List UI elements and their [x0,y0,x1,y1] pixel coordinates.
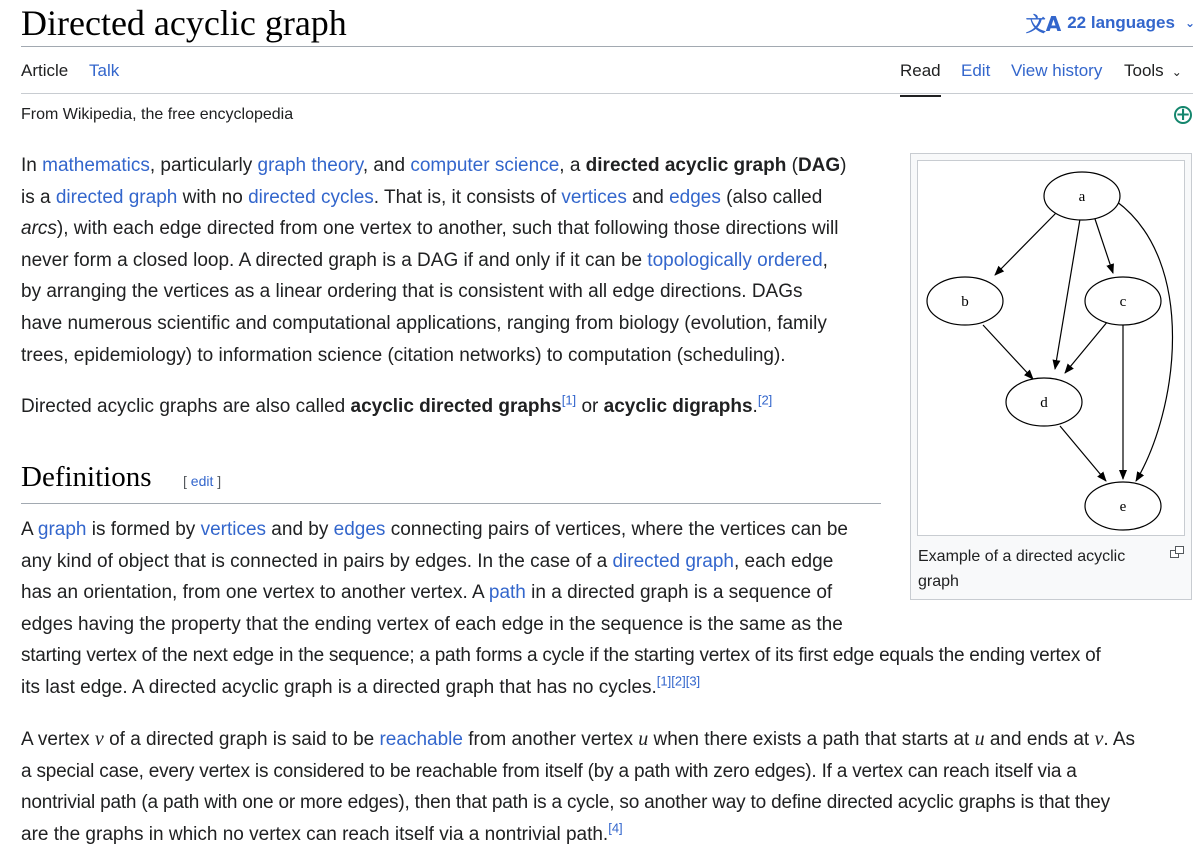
chevron-down-icon: ⌄ [1184,15,1195,30]
link-mathematics[interactable]: mathematics [42,155,150,176]
node-label-a: a [1078,189,1086,205]
edge-d-e [1060,426,1106,481]
article-page [21,0,1195,845]
tagline: From Wikipedia, the free encyclopedia [21,106,294,123]
chevron-down-icon: ⌄ [1171,65,1182,79]
link-directed-cycles[interactable]: directed cycles [248,186,374,208]
citation-2[interactable]: [2] [757,392,773,408]
tools-menu[interactable] [1124,61,1182,81]
section-edit-link[interactable]: edit [190,473,214,489]
link-edges[interactable]: edges [669,186,721,208]
tools-label: Tools [1124,61,1164,80]
link-directed-graph[interactable]: directed graph [55,186,178,208]
link-vertices[interactable]: vertices [561,186,627,208]
citations-1-2-3[interactable]: [1][2][3] [656,673,701,689]
citation-4[interactable]: [4] [608,820,623,836]
figure-caption: Example of a directed acyclic graph [918,548,1126,590]
section-edit: [ edit ] [183,473,222,489]
link-edges-2[interactable]: edges [333,519,386,540]
intro-paragraph-2: Directed acyclic graphs are also called acyclic directed graphs[1] or acyclic digraphs.[2] [21,392,773,418]
languages-button[interactable] [1026,8,1195,37]
page-title: Directed acyclic graph [21,3,347,43]
link-path[interactable]: path [488,582,526,604]
page-tabs [21,47,1193,94]
title-bar [21,0,1193,47]
link-computer-science[interactable]: computer science [410,155,560,176]
intro-section [21,150,1193,423]
link-topologically-ordered[interactable]: topologically ordered [647,249,823,271]
add-icon[interactable]: + [1175,104,1191,125]
tab-read[interactable]: Read [900,61,941,97]
link-graph[interactable]: graph [37,519,87,540]
link-reachable[interactable]: reachable [379,729,463,750]
link-directed-graph-2[interactable]: directed graph [612,550,734,572]
section-title: Definitions [21,461,152,493]
tab-view-history[interactable]: View history [1011,61,1103,80]
translate-icon: 文A [1025,12,1062,36]
languages-label: 22 languages [1067,12,1175,32]
citation-1[interactable]: [1] [561,392,577,408]
node-label-b: b [961,294,969,310]
section-heading-definitions [21,455,881,504]
link-vertices-2[interactable]: vertices [200,519,267,540]
definitions-paragraph-1: A graph is formed by vertices and by edges connecting pairs of vertices, where the vertices can be any kind of object that is connected in pairs by edges. In the case of a directed graph, each edge has an orientation, from one vertex to another vertex. A path in a directed graph is a sequence of edges having the property that the ending vertex of each edge in the sequence is the same as the starting vertex of the next edge in the sequence; a path forms a cycle if the starting vertex of its first edge equals the ending vertex of its last edge. A directed acyclic graph is a directed graph that has no cycles.[1][2][3] [21,519,1101,698]
definitions-paragraph-2: A vertex v of a directed graph is said to be reachable from another vertex u when there exists a path that starts at u and ends at v. As a special case, every vertex is considered to be reachable from itself (by a path with zero edges). If a vertex can reach itself via a nontrivial path (a path with one or more edges), then that path is a cycle, so another way to define directed acyclic graphs is that they are the graphs in which no vertex can reach itself via a nontrivial path.[4] [21,728,1136,845]
link-graph-theory[interactable]: graph theory [257,155,363,176]
tab-talk[interactable]: Talk [89,61,120,80]
tab-edit[interactable]: Edit [961,61,991,80]
node-label-d: d [1040,395,1048,411]
node-label-e: e [1119,499,1127,515]
node-label-c: c [1119,294,1127,310]
intro-paragraph-1: In mathematics, particularly graph theory, and computer science, a directed acyclic graph (DAG) is a directed graph with no directed cycles. That is, it consists of vertices and edges (also called arcs), with each edge directed from one vertex to another, such that following those directions will never form a closed loop. A directed graph is a DAG if and only if it can be topologically ordered, by arranging the vertices as a linear ordering that is consistent with all edge directions. DAGs have numerous scientific and computational applications, ranging from biology (evolution, family trees, epidemiology) to information science (citation networks) to computation (scheduling). [21,155,847,366]
tab-article[interactable]: Article [21,61,69,80]
